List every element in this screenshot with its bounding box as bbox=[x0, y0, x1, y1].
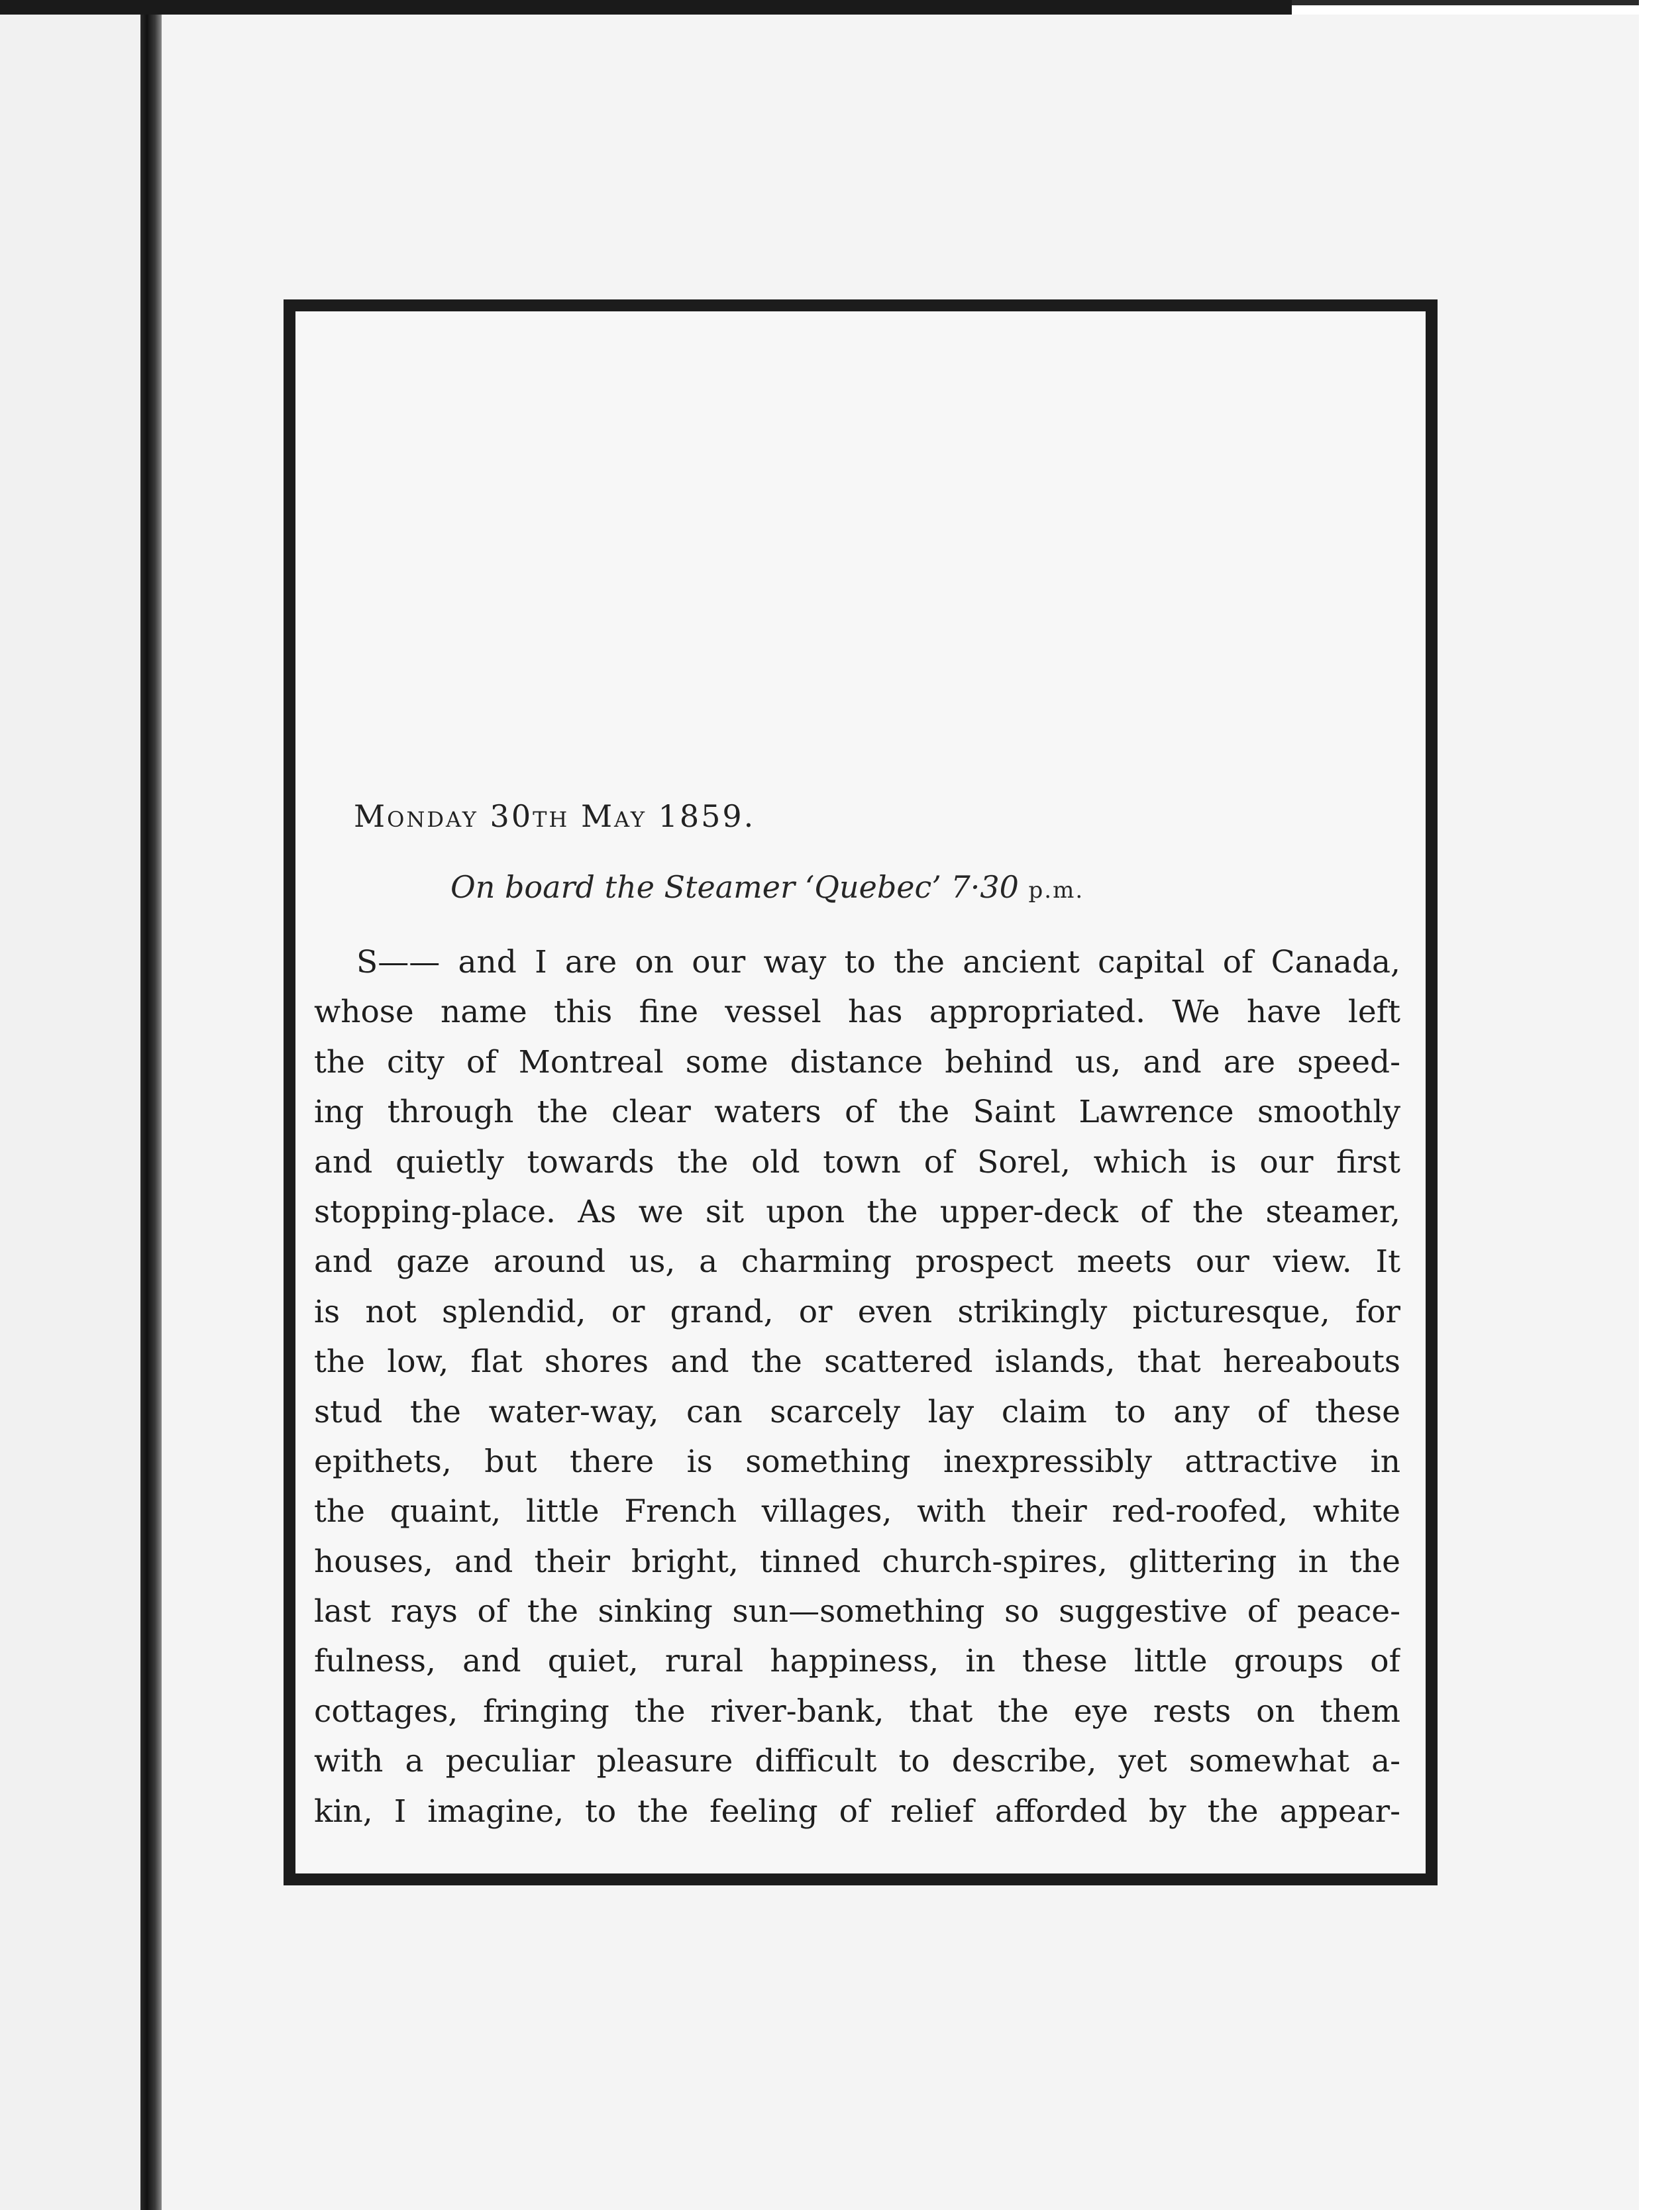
text-line: epithets, but there is something inexpressibly attractive in bbox=[314, 1443, 1400, 1480]
adjacent-page bbox=[0, 15, 140, 2210]
text-line: cottages, fringing the river-bank, that the eye rests on them bbox=[314, 1693, 1400, 1730]
location-text: On board the Steamer ‘Quebec’ 7·30 bbox=[450, 869, 1019, 905]
text-line: houses, and their bright, tinned church-spires, glittering in the bbox=[314, 1543, 1400, 1580]
text-line: S—— and I are on our way to the ancient capital of Canada, bbox=[356, 944, 1400, 980]
scan-top-edge bbox=[0, 0, 1292, 15]
text-line: and gaze around us, a charming prospect meets our view. It bbox=[314, 1243, 1400, 1281]
dateline-heading: Monday 30th May 1859. bbox=[354, 798, 756, 834]
text-line: last rays of the sinking sun—something so suggestive of peace- bbox=[314, 1593, 1400, 1630]
text-line: with a peculiar pleasure difficult to describe, yet somewhat a- bbox=[314, 1743, 1400, 1780]
page-gutter bbox=[140, 15, 162, 2210]
text-line: ing through the clear waters of the Saint Lawrence smoothly bbox=[314, 1094, 1400, 1131]
text-line: the city of Montreal some distance behind us, and are speed- bbox=[314, 1043, 1400, 1080]
text-line: and quietly towards the old town of Sorel, which is our first bbox=[314, 1143, 1400, 1181]
text-line: stopping-place. As we sit upon the upper-deck of the steamer, bbox=[314, 1193, 1400, 1230]
text-line: the low, flat shores and the scattered islands, that hereabouts bbox=[314, 1343, 1400, 1381]
scan-top-edge-right bbox=[1292, 0, 1680, 5]
text-line: fulness, and quiet, rural happiness, in these little groups of bbox=[314, 1643, 1400, 1680]
body-paragraph bbox=[314, 937, 1400, 1836]
text-line: kin, I imagine, to the feeling of relief afforded by the appear- bbox=[314, 1793, 1400, 1830]
text-line: is not splendid, or grand, or even strikingly picturesque, for bbox=[314, 1293, 1400, 1330]
text-line: whose name this fine vessel has appropriated. We have left bbox=[314, 994, 1400, 1031]
time-suffix: p.m. bbox=[1028, 877, 1084, 904]
location-subheading bbox=[450, 869, 1084, 905]
text-line: stud the water-way, can scarcely lay claim to any of these bbox=[314, 1393, 1400, 1430]
scan-right-margin bbox=[1639, 0, 1680, 2210]
text-line: the quaint, little French villages, with their red-roofed, white bbox=[314, 1493, 1400, 1530]
